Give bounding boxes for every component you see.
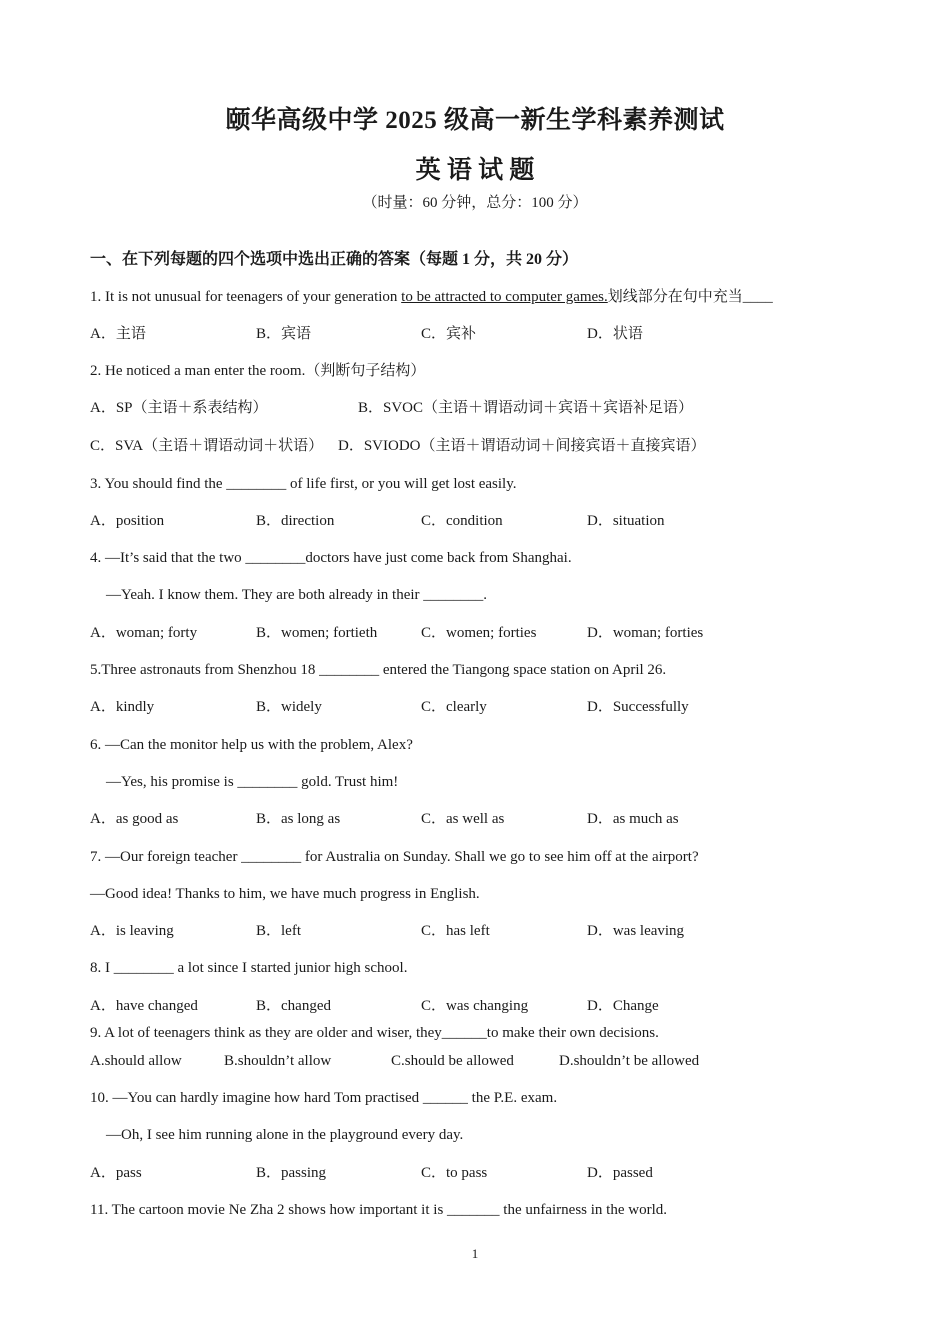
question-4-reply: —Yeah. I know them. They are both already in their ________. (106, 587, 488, 603)
question-3-option-d[interactable]: D．situation (587, 513, 665, 529)
question-7-option-c[interactable]: C．has left (421, 923, 490, 939)
question-9-stem: 9. A lot of teenagers think as they are older and wiser, they______to make their own decisions. (90, 1025, 659, 1041)
question-7-reply: —Good idea! Thanks to him, we have much progress in English. (90, 886, 480, 902)
question-1-option-a[interactable]: A．主语 (90, 326, 146, 342)
question-8-option-d[interactable]: D．Change (587, 998, 659, 1014)
question-2-option-d[interactable]: D．SVIODO（主语＋谓语动词＋间接宾语＋直接宾语） (338, 438, 706, 454)
question-10-reply: —Oh, I see him running alone in the playground every day. (106, 1127, 464, 1143)
question-5-option-a[interactable]: A．kindly (90, 699, 155, 715)
question-9-option-c[interactable]: C.should be allowed (391, 1053, 514, 1069)
question-4-option-c[interactable]: C．women; forties (421, 625, 537, 641)
question-8-option-b[interactable]: B．changed (256, 998, 331, 1014)
section-heading: 一、在下列每题的四个选项中选出正确的答案（每题 1 分，共 20 分） (90, 251, 579, 268)
question-7-option-d[interactable]: D．was leaving (587, 923, 685, 939)
question-8-option-c[interactable]: C．was changing (421, 998, 529, 1014)
question-10-option-b[interactable]: B．passing (256, 1165, 327, 1181)
subject-title: 英 语 试 题 (415, 157, 535, 184)
question-2-option-b[interactable]: B．SVOC（主语＋谓语动词＋宾语＋宾语补足语） (358, 400, 694, 416)
question-9-option-a[interactable]: A.should allow (90, 1053, 182, 1069)
question-6-option-d[interactable]: D．as much as (587, 811, 679, 827)
question-1-option-b[interactable]: B．宾语 (256, 326, 312, 342)
question-6-option-b[interactable]: B．as long as (256, 811, 341, 827)
question-7-stem: 7. —Our foreign teacher ________ for Australia on Sunday. Shall we go to see him off at the airport? (90, 849, 699, 865)
question-4-stem: 4. —It’s said that the two ________doctors have just come back from Shanghai. (90, 550, 572, 566)
question-10-option-c[interactable]: C．to pass (421, 1165, 488, 1181)
question-6-reply: —Yes, his promise is ________ gold. Trust him! (106, 774, 399, 790)
question-5-stem: 5.Three astronauts from Shenzhou 18 ________ entered the Tiangong space station on April 26. (90, 662, 667, 678)
question-2-option-c[interactable]: C．SVA（主语＋谓语动词＋状语） (90, 438, 324, 454)
question-1-stem-tail: 划线部分在句中充当____ (607, 289, 773, 305)
question-6-option-a[interactable]: A．as good as (90, 811, 179, 827)
question-7-option-a[interactable]: A．is leaving (90, 923, 174, 939)
question-5-option-b[interactable]: B．widely (256, 699, 322, 715)
question-1-underlined: to be attracted to computer games. (401, 289, 608, 305)
question-4-option-b[interactable]: B．women; fortieth (256, 625, 378, 641)
question-4-option-d[interactable]: D．woman; forties (587, 625, 704, 641)
question-10-stem: 10. —You can hardly imagine how hard Tom practised ______ the P.E. exam. (90, 1090, 558, 1106)
question-1-stem (90, 287, 773, 307)
question-5-option-c[interactable]: C．clearly (421, 699, 487, 715)
question-10-option-a[interactable]: A．pass (90, 1165, 142, 1181)
question-9-option-b[interactable]: B.shouldn’t allow (224, 1053, 332, 1069)
question-5-option-d[interactable]: D．Successfully (587, 699, 689, 715)
question-7-option-b[interactable]: B．left (256, 923, 301, 939)
question-1-stem-text: 1. It is not unusual for teenagers of your generation (90, 289, 402, 305)
question-2-stem: 2. He noticed a man enter the room.（判断句子结构） (90, 363, 426, 379)
question-3-option-a[interactable]: A．position (90, 513, 165, 529)
question-6-option-c[interactable]: C．as well as (421, 811, 505, 827)
question-9-option-d[interactable]: D.shouldn’t be allowed (559, 1053, 700, 1069)
question-6-stem: 6. —Can the monitor help us with the problem, Alex? (90, 737, 413, 753)
question-8-stem: 8. I ________ a lot since I started junior high school. (90, 960, 408, 976)
page-number: 1 (471, 1246, 479, 1261)
exam-meta: （时量：60 分钟，总分：100 分） (362, 195, 588, 211)
question-3-option-c[interactable]: C．condition (421, 513, 503, 529)
question-2-option-a[interactable]: A．SP（主语＋系表结构） (90, 400, 268, 416)
question-11-stem: 11. The cartoon movie Ne Zha 2 shows how important it is _______ the unfairness in the world. (90, 1202, 667, 1218)
question-10-option-d[interactable]: D．passed (587, 1165, 653, 1181)
question-3-option-b[interactable]: B．direction (256, 513, 335, 529)
question-1-option-c[interactable]: C．宾补 (421, 326, 477, 342)
question-4-option-a[interactable]: A．woman; forty (90, 625, 198, 641)
exam-title: 颐华高级中学 2025 级高一新生学科素养测试 (225, 107, 725, 134)
question-8-option-a[interactable]: A．have changed (90, 998, 198, 1014)
question-3-stem: 3. You should find the ________ of life first, or you will get lost easily. (90, 476, 517, 492)
question-1-option-d[interactable]: D．状语 (587, 326, 643, 342)
